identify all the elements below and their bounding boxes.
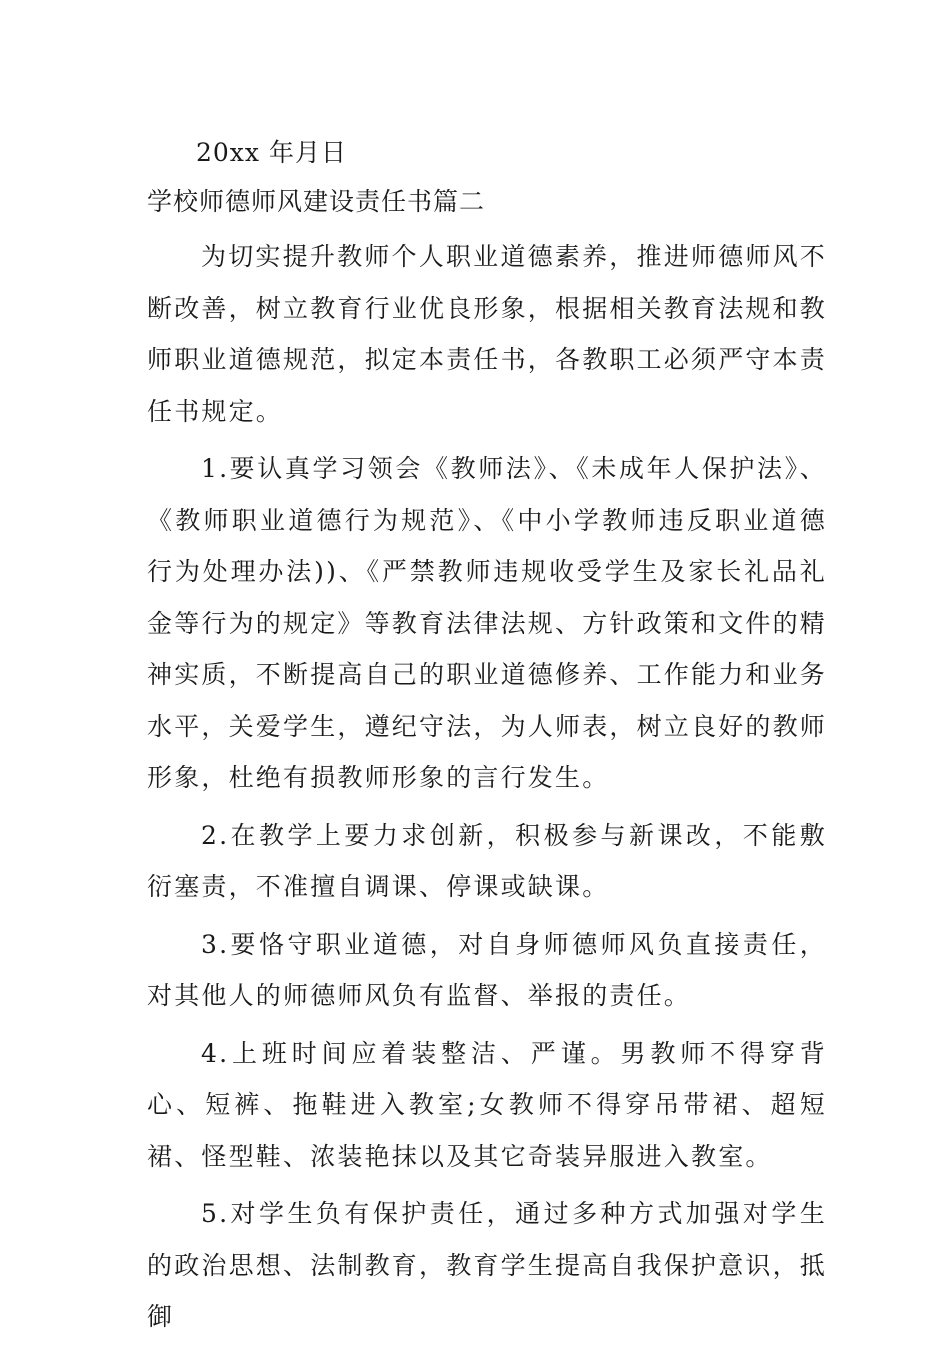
clause-1-paragraph: 1.要认真学习领会《教师法》、《未成年人保护法》、《教师职业道德行为规范》、《中小学教师违反职业道德行为处理办法))、《严禁教师违规收受学生及家长礼品礼金等行为的规定》等教育法律法规、方针政策和文件的精神实质，不断提高自己的职业道德修养、工作能力和业务水平，关爱学生，遵纪守法，为人师表，树立良好的教师形象，杜绝有损教师形象的言行发生。 — [147, 454, 828, 792]
clause-5-paragraph: 5.对学生负有保护责任，通过多种方式加强对学生的政治思想、法制教育，教育学生提高自我保护意识，抵御 — [147, 1199, 828, 1331]
intro-paragraph: 为切实提升教师个人职业道德素养，推进师德师风不断改善，树立教育行业优良形象，根据相关教育法规和教师职业道德规范，拟定本责任书，各教职工必须严守本责任书规定。 — [147, 242, 828, 426]
document-body — [147, 231, 827, 1349]
date-line: 20xx 年月日 — [196, 138, 347, 167]
section-heading: 学校师德师风建设责任书篇二 — [147, 187, 486, 216]
clause-3-paragraph: 3.要恪守职业道德，对自身师德师风负直接责任，对其他人的师德师风负有监督、举报的责任。 — [147, 929, 827, 1010]
clause-4-paragraph: 4.上班时间应着装整洁、严谨。男教师不得穿背心、短裤、拖鞋进入教室;女教师不得穿吊带裙、超短裙、怪型鞋、浓装艳抹以及其它奇装异服进入教室。 — [147, 1038, 827, 1171]
clause-2-paragraph: 2.在教学上要力求创新，积极参与新课改，不能敷衍塞责，不准擅自调课、停课或缺课。 — [147, 820, 827, 901]
